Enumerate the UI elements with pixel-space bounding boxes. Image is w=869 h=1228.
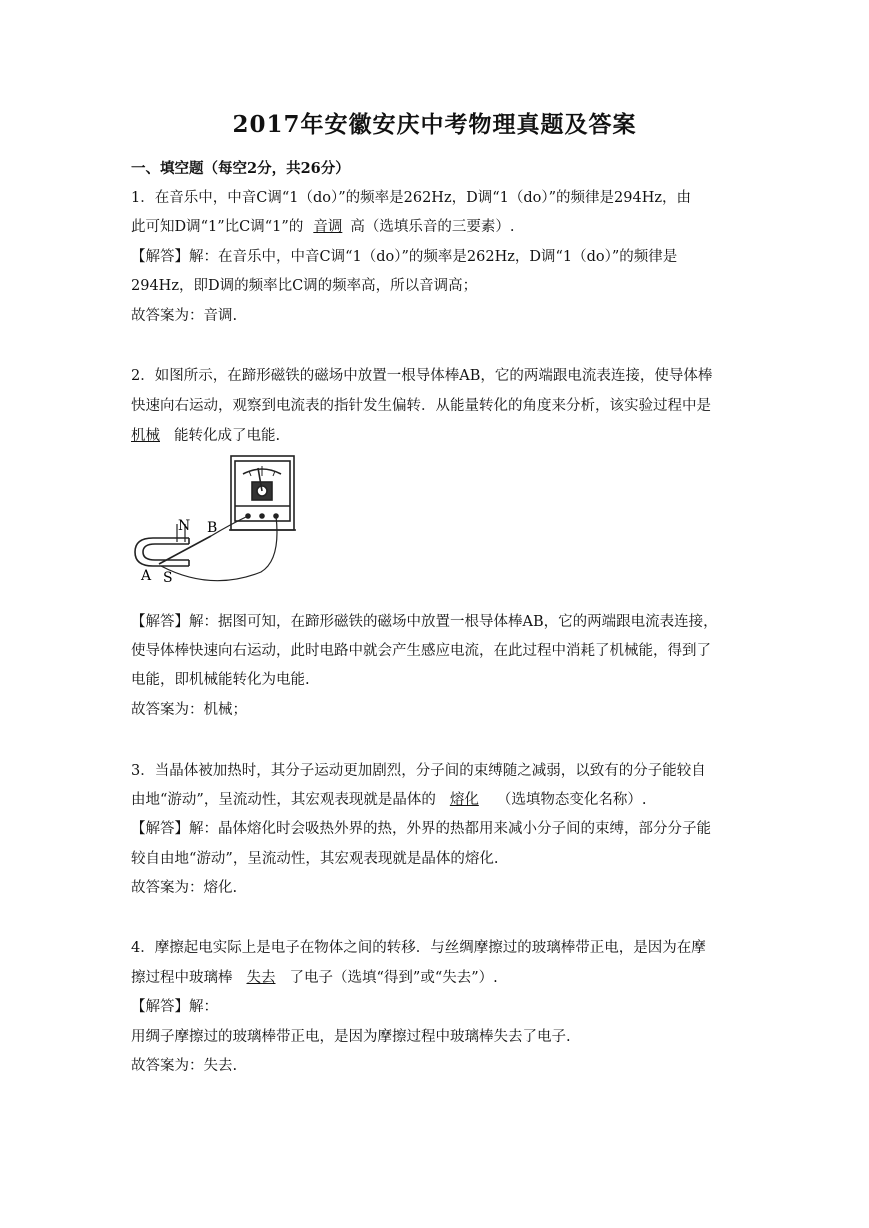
label-s: S (163, 570, 173, 586)
q4-line-1: 4．摩擦起电实际上是电子在物体之间的转移．与丝绸摩擦过的玻璃棒带正电，是因为在摩 (131, 940, 706, 956)
q3-solution-2: 较自由地“游动”，呈流动性，其宏观表现就是晶体的熔化. (131, 851, 499, 867)
q4-text-before: 擦过程中玻璃棒 (131, 970, 233, 986)
galvanometer-icon (229, 456, 296, 530)
q2-solution-2: 使导体棒快速向右运动，此时电路中就会产生感应电流，在此过程中消耗了机械能，得到了 (131, 643, 711, 659)
q1-line-1: 1．在音乐中，中音C调“1（do）”的频率是262Hz，D调“1（do）”的频律是294Hz，由 (131, 190, 691, 206)
q1-final: 故答案为：音调. (131, 308, 238, 324)
q4-answer: 失去 (246, 970, 276, 986)
q3-solution-1: 【解答】解：晶体熔化时会吸热外界的热，外界的热都用来减小分子间的束缚，部分分子能 (131, 821, 711, 837)
q4-line-2 (131, 966, 498, 987)
page-title: 2017年安徽安庆中考物理真题及答案 (232, 111, 637, 138)
section-heading: 一、填空题（每空2分，共26分） (131, 160, 350, 177)
q4-text-after: 了电子（选填“得到”或“失去”）. (289, 970, 498, 986)
q4-solution-1: 【解答】解： (131, 999, 218, 1015)
label-n: N (178, 518, 191, 534)
q3-answer: 熔化 (449, 792, 479, 808)
q2-line-3 (131, 424, 280, 445)
q2-final: 故答案为：机械； (131, 702, 247, 718)
q2-answer: 机械 (131, 428, 160, 444)
label-a: A (141, 568, 152, 584)
q1-text-before: 此可知D调“1”比C调“1”的 (131, 219, 304, 235)
q2-line-1: 2．如图所示，在蹄形磁铁的磁场中放置一根导体棒AB，它的两端跟电流表连接，使导体棒 (131, 368, 713, 384)
q3-text-before: 由地“游动”，呈流动性，其宏观表现就是晶体的 (131, 792, 436, 808)
q4-final: 故答案为：失去. (131, 1058, 238, 1074)
q2-line-2: 快速向右运动，观察到电流表的指针发生偏转．从能量转化的角度来分析，该实验过程中是 (131, 398, 711, 414)
galvanometer-magnet-diagram (131, 452, 306, 587)
q1-solution-2: 294Hz，即D调的频率比C调的频率高，所以音调高； (131, 278, 478, 294)
q3-final: 故答案为：熔化. (131, 880, 238, 896)
q2-text-after: 能转化成了电能. (174, 428, 281, 444)
q1-text-after: 高（选填乐音的三要素）. (350, 219, 515, 235)
q1-line-2 (131, 215, 514, 236)
q3-line-1: 3．当晶体被加热时，其分子运动更加剧烈，分子间的束缚随之减弱，以致有的分子能较自 (131, 763, 706, 779)
experiment-figure (131, 452, 306, 591)
q3-text-after: （选填物态变化名称）. (496, 792, 647, 808)
label-b: B (207, 520, 218, 536)
q2-solution-1: 【解答】解：据图可知，在蹄形磁铁的磁场中放置一根导体棒AB，它的两端跟电流表连接， (131, 614, 718, 630)
q4-solution-2: 用绸子摩擦过的玻璃棒带正电，是因为摩擦过程中玻璃棒失去了电子. (131, 1029, 571, 1045)
q1-solution-1: 【解答】解：在音乐中，中音C调“1（do）”的频率是262Hz，D调“1（do）”的频律是 (131, 249, 678, 265)
q1-answer: 音调 (313, 219, 343, 235)
q2-solution-3: 电能，即机械能转化为电能. (131, 672, 310, 688)
q3-line-2 (131, 788, 646, 809)
